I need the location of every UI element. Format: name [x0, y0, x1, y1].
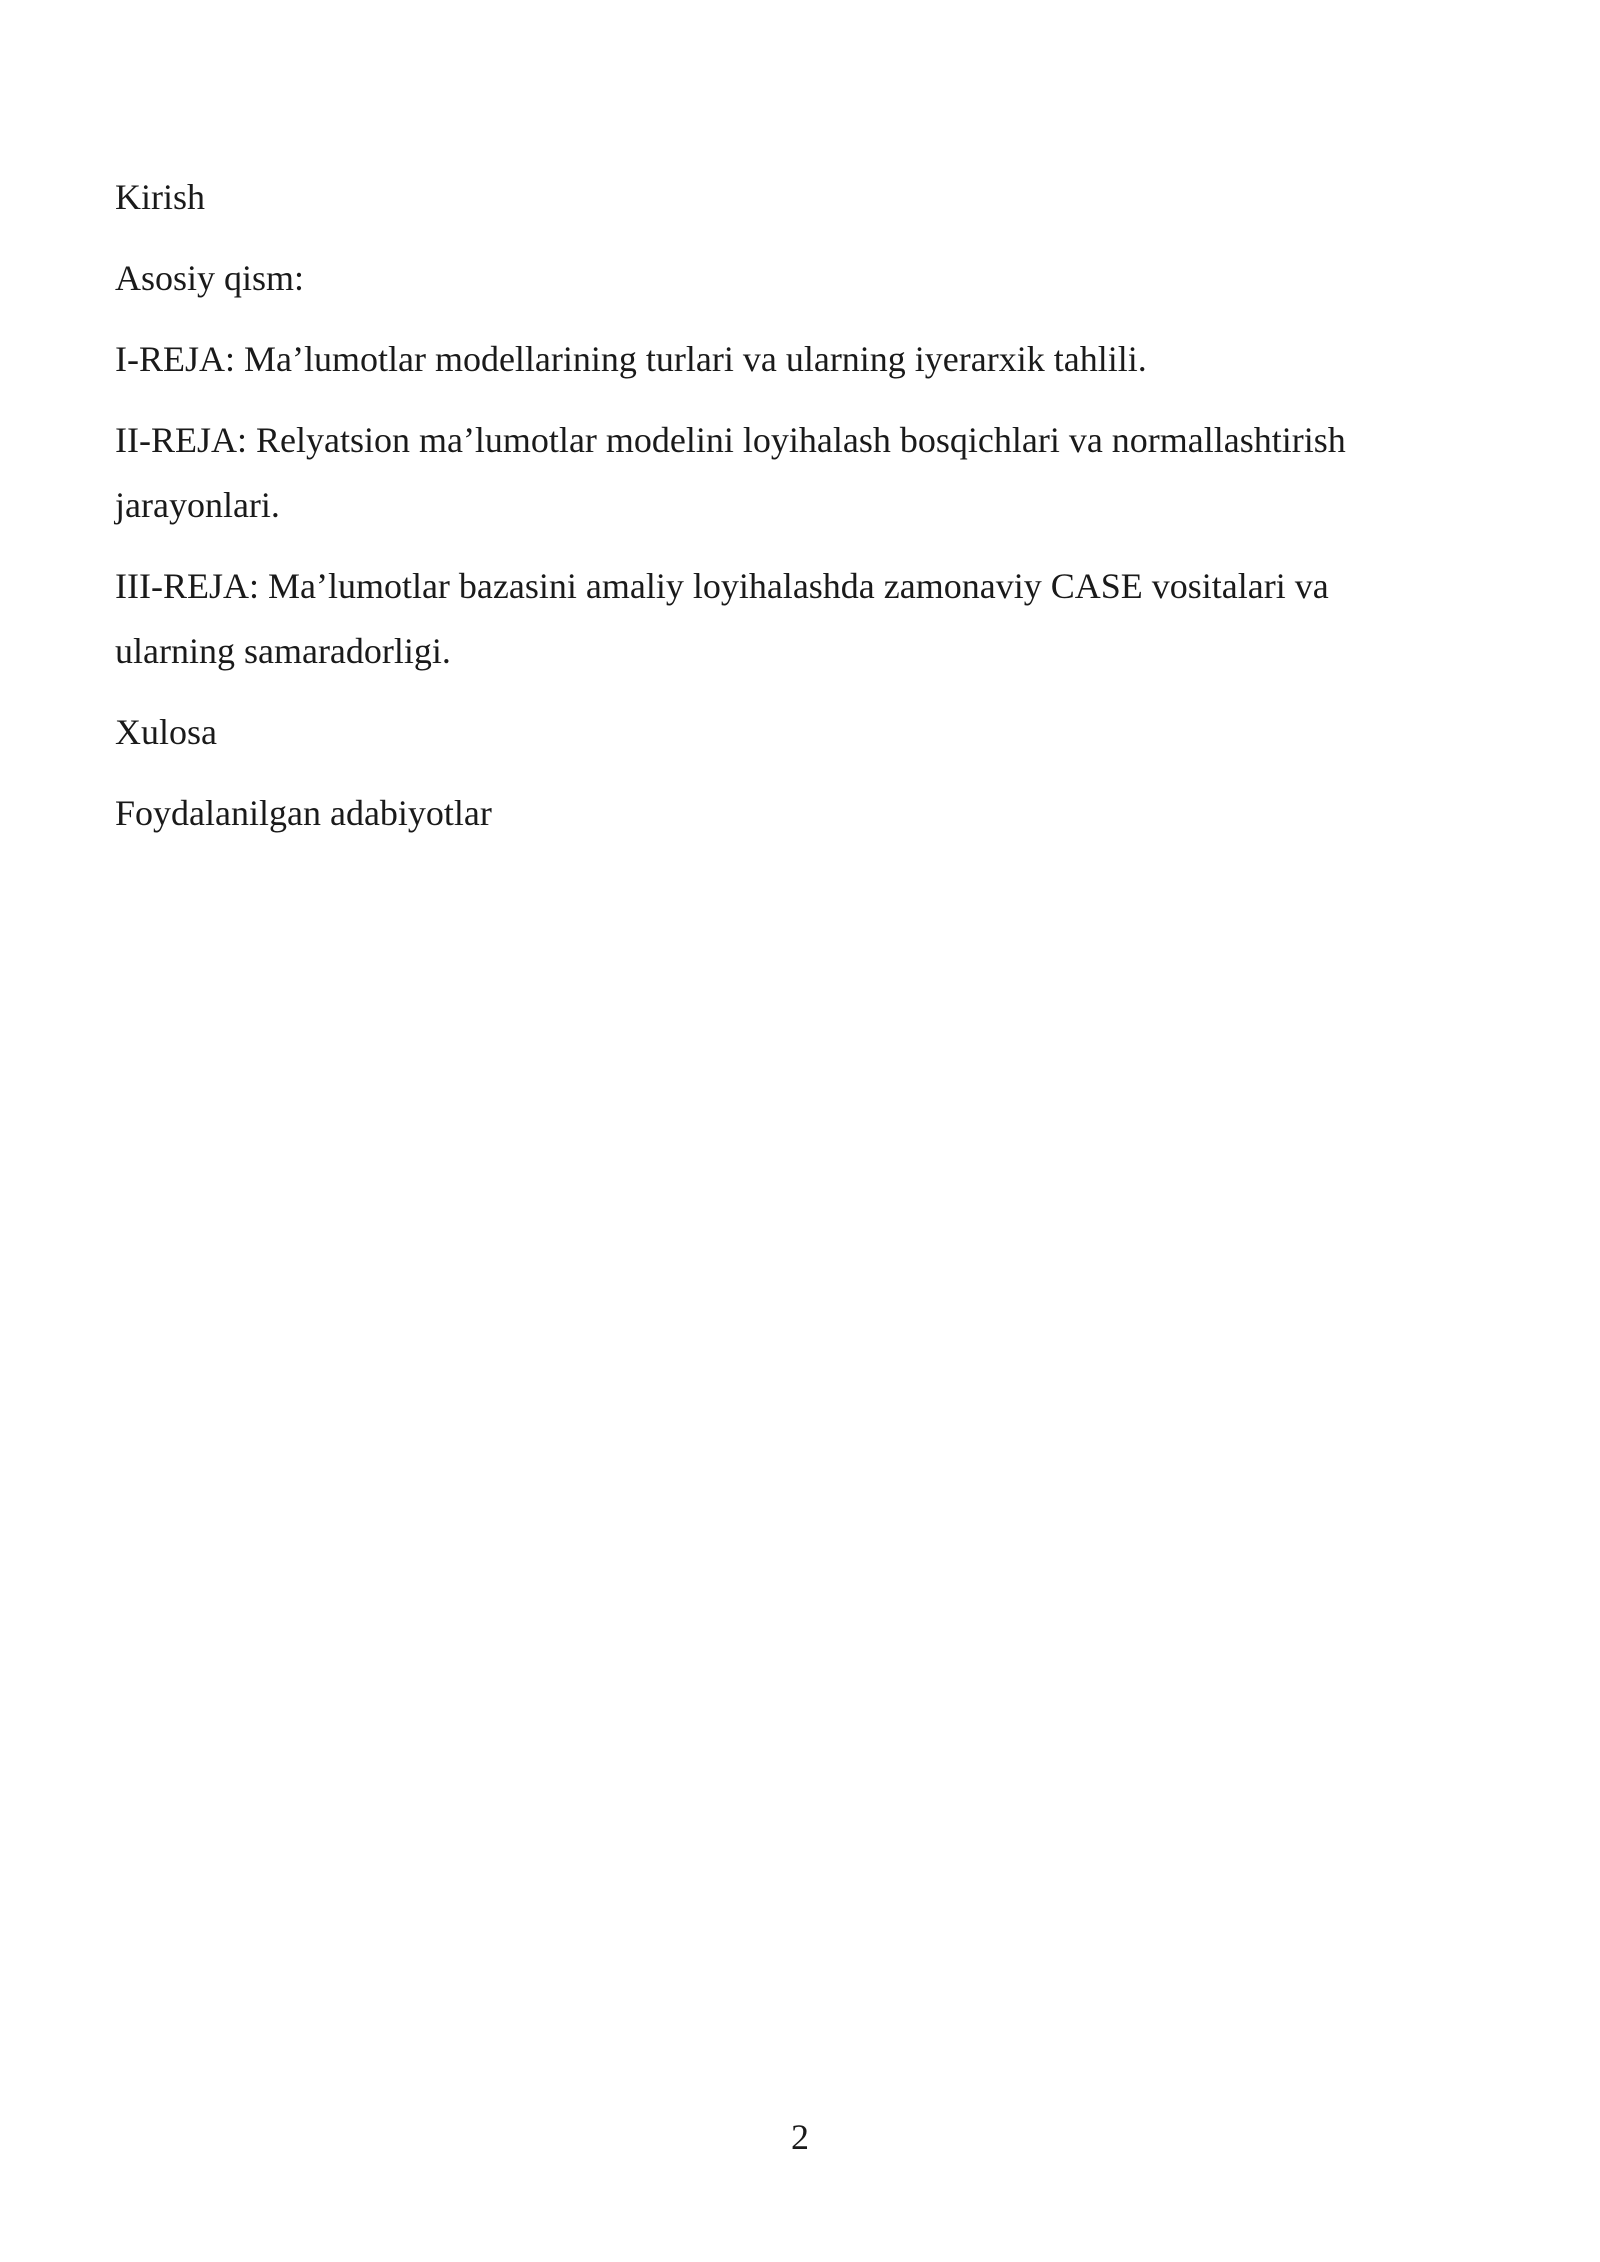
toc-item-plan-1: I-REJA: Ma’lumotlar modellarining turlari va ularning iyerarxik tahlili.	[115, 339, 1147, 379]
toc-item-introduction: Kirish	[115, 177, 205, 217]
toc-item-conclusion: Xulosa	[115, 712, 217, 752]
toc-item-main-part: Asosiy qism:	[115, 258, 305, 298]
toc-item-plan-2: II-REJA: Relyatsion ma’lumotlar modelini loyihalash bosqichlari va normallashtirish jarayonlari.	[115, 420, 1346, 525]
page-number: 2	[791, 2117, 809, 2157]
table-of-contents	[115, 165, 1395, 862]
toc-item-plan-3: III-REJA: Ma’lumotlar bazasini amaliy loyihalashda zamonaviy CASE vositalari va ularning samaradorligi.	[115, 566, 1329, 671]
toc-item-references: Foydalanilgan adabiyotlar	[115, 793, 492, 833]
